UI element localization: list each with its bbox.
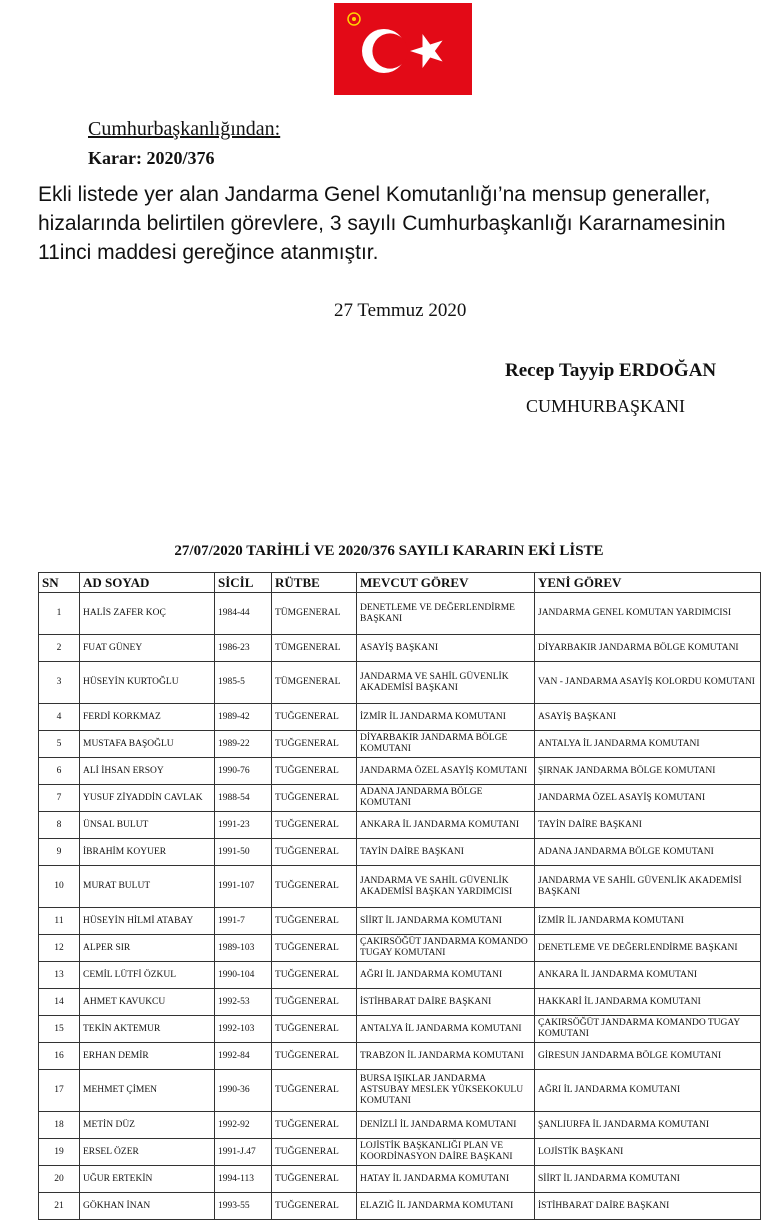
cell-rank: TUĞGENERAL [272, 704, 357, 731]
table-row [39, 593, 761, 635]
cell-name: HÜSEYİN HİLMİ ATABAY [80, 908, 215, 935]
cell-current: İSTİHBARAT DAİRE BAŞKANI [357, 989, 535, 1016]
cell-current: TAYİN DAİRE BAŞKANI [357, 839, 535, 866]
issuing-authority: Cumhurbaşkanlığından: [88, 118, 281, 140]
cell-rank: TUĞGENERAL [272, 1070, 357, 1112]
cell-sn: 9 [39, 839, 80, 866]
cell-new: ASAYİŞ BAŞKANI [535, 704, 761, 731]
cell-name: AHMET KAVUKCU [80, 989, 215, 1016]
table-title: 27/07/2020 TARİHLİ VE 2020/376 SAYILI KARARIN EKİ LİSTE [174, 543, 604, 559]
table-row [39, 962, 761, 989]
cell-sicil: 1985-5 [215, 662, 272, 704]
cell-sn: 20 [39, 1166, 80, 1193]
cell-name: ALPER SIR [80, 935, 215, 962]
cell-current: JANDARMA VE SAHİL GÜVENLİK AKADEMİSİ BAŞKANI [357, 662, 535, 704]
cell-rank: TUĞGENERAL [272, 989, 357, 1016]
cell-rank: TUĞGENERAL [272, 1016, 357, 1043]
cell-sicil: 1989-103 [215, 935, 272, 962]
cell-sn: 2 [39, 635, 80, 662]
cell-sicil: 1984-44 [215, 593, 272, 635]
cell-current: JANDARMA ÖZEL ASAYİŞ KOMUTANI [357, 758, 535, 785]
table-row [39, 731, 761, 758]
cell-sicil: 1992-53 [215, 989, 272, 1016]
cell-name: HALİS ZAFER KOÇ [80, 593, 215, 635]
cell-current: ADANA JANDARMA BÖLGE KOMUTANI [357, 785, 535, 812]
cell-rank: TUĞGENERAL [272, 1043, 357, 1070]
cell-name: CEMİL LÜTFİ ÖZKUL [80, 962, 215, 989]
cell-rank: TÜMGENERAL [272, 593, 357, 635]
cell-sn: 3 [39, 662, 80, 704]
cell-sn: 5 [39, 731, 80, 758]
cell-rank: TUĞGENERAL [272, 839, 357, 866]
cell-new: ŞIRNAK JANDARMA BÖLGE KOMUTANI [535, 758, 761, 785]
appointment-table [38, 572, 761, 1220]
column-header: SİCİL [215, 573, 272, 593]
cell-name: İBRAHİM KOYUER [80, 839, 215, 866]
cell-current: ASAYİŞ BAŞKANI [357, 635, 535, 662]
cell-sicil: 1990-36 [215, 1070, 272, 1112]
cell-sicil: 1986-23 [215, 635, 272, 662]
table-header-row [39, 573, 761, 593]
cell-current: ELAZIĞ İL JANDARMA KOMUTANI [357, 1193, 535, 1220]
table-row [39, 1193, 761, 1220]
table-row [39, 1166, 761, 1193]
cell-sicil: 1989-42 [215, 704, 272, 731]
cell-name: HÜSEYİN KURTOĞLU [80, 662, 215, 704]
cell-rank: TUĞGENERAL [272, 908, 357, 935]
cell-new: JANDARMA ÖZEL ASAYİŞ KOMUTANI [535, 785, 761, 812]
cell-new: AĞRI İL JANDARMA KOMUTANI [535, 1070, 761, 1112]
turkish-flag-icon [334, 3, 472, 95]
table-row [39, 1043, 761, 1070]
cell-name: GÖKHAN İNAN [80, 1193, 215, 1220]
cell-sicil: 1988-54 [215, 785, 272, 812]
cell-sn: 19 [39, 1139, 80, 1166]
cell-new: ADANA JANDARMA BÖLGE KOMUTANI [535, 839, 761, 866]
cell-current: ÇAKIRSÖĞÜT JANDARMA KOMANDO TUGAY KOMUTANI [357, 935, 535, 962]
cell-sn: 13 [39, 962, 80, 989]
cell-new: LOJİSTİK BAŞKANI [535, 1139, 761, 1166]
cell-rank: TUĞGENERAL [272, 731, 357, 758]
decree-date: 27 Temmuz 2020 [334, 300, 467, 321]
cell-name: ERSEL ÖZER [80, 1139, 215, 1166]
cell-name: TEKİN AKTEMUR [80, 1016, 215, 1043]
cell-sn: 21 [39, 1193, 80, 1220]
cell-rank: TUĞGENERAL [272, 866, 357, 908]
cell-sn: 1 [39, 593, 80, 635]
cell-rank: TÜMGENERAL [272, 662, 357, 704]
cell-sicil: 1989-22 [215, 731, 272, 758]
cell-sn: 14 [39, 989, 80, 1016]
cell-sn: 16 [39, 1043, 80, 1070]
table-row [39, 866, 761, 908]
cell-new: JANDARMA VE SAHİL GÜVENLİK AKADEMİSİ BAŞKANI [535, 866, 761, 908]
cell-new: SİİRT İL JANDARMA KOMUTANI [535, 1166, 761, 1193]
cell-name: MEHMET ÇİMEN [80, 1070, 215, 1112]
cell-sicil: 1991-50 [215, 839, 272, 866]
cell-current: BURSA IŞIKLAR JANDARMA ASTSUBAY MESLEK YÜKSEKOKULU KOMUTANI [357, 1070, 535, 1112]
table-row [39, 635, 761, 662]
cell-name: ERHAN DEMİR [80, 1043, 215, 1070]
cell-name: FERDİ KORKMAZ [80, 704, 215, 731]
table-row [39, 662, 761, 704]
cell-sicil: 1991-107 [215, 866, 272, 908]
table-row [39, 908, 761, 935]
cell-sicil: 1990-76 [215, 758, 272, 785]
cell-rank: TUĞGENERAL [272, 785, 357, 812]
cell-sicil: 1994-113 [215, 1166, 272, 1193]
cell-new: GİRESUN JANDARMA BÖLGE KOMUTANI [535, 1043, 761, 1070]
cell-current: SİİRT İL JANDARMA KOMUTANI [357, 908, 535, 935]
cell-sicil: 1993-55 [215, 1193, 272, 1220]
cell-current: İZMİR İL JANDARMA KOMUTANI [357, 704, 535, 731]
cell-current: TRABZON İL JANDARMA KOMUTANI [357, 1043, 535, 1070]
table-row [39, 812, 761, 839]
cell-sicil: 1992-92 [215, 1112, 272, 1139]
cell-name: MUSTAFA BAŞOĞLU [80, 731, 215, 758]
cell-rank: TUĞGENERAL [272, 1139, 357, 1166]
table-row [39, 1016, 761, 1043]
cell-rank: TUĞGENERAL [272, 935, 357, 962]
cell-name: YUSUF ZİYADDİN CAVLAK [80, 785, 215, 812]
cell-sn: 6 [39, 758, 80, 785]
cell-sicil: 1992-84 [215, 1043, 272, 1070]
table-row [39, 1112, 761, 1139]
cell-new: ANTALYA İL JANDARMA KOMUTANI [535, 731, 761, 758]
cell-new: DİYARBAKIR JANDARMA BÖLGE KOMUTANI [535, 635, 761, 662]
cell-new: TAYİN DAİRE BAŞKANI [535, 812, 761, 839]
cell-name: UĞUR ERTEKİN [80, 1166, 215, 1193]
cell-name: METİN DÜZ [80, 1112, 215, 1139]
cell-rank: TUĞGENERAL [272, 812, 357, 839]
cell-current: AĞRI İL JANDARMA KOMUTANI [357, 962, 535, 989]
cell-rank: TUĞGENERAL [272, 758, 357, 785]
cell-sn: 15 [39, 1016, 80, 1043]
cell-new: ÇAKIRSÖĞÜT JANDARMA KOMANDO TUGAY KOMUTANI [535, 1016, 761, 1043]
cell-current: ANTALYA İL JANDARMA KOMUTANI [357, 1016, 535, 1043]
cell-rank: TÜMGENERAL [272, 635, 357, 662]
cell-sicil: 1991-J.47 [215, 1139, 272, 1166]
table-row [39, 785, 761, 812]
cell-sn: 11 [39, 908, 80, 935]
cell-sn: 10 [39, 866, 80, 908]
column-header: RÜTBE [272, 573, 357, 593]
cell-current: DENETLEME VE DEĞERLENDİRME BAŞKANI [357, 593, 535, 635]
cell-sicil: 1991-7 [215, 908, 272, 935]
cell-new: JANDARMA GENEL KOMUTAN YARDIMCISI [535, 593, 761, 635]
column-header: YENİ GÖREV [535, 573, 761, 593]
cell-new: ANKARA İL JANDARMA KOMUTANI [535, 962, 761, 989]
decision-number: Karar: 2020/376 [88, 148, 215, 168]
table-row [39, 758, 761, 785]
table-row [39, 704, 761, 731]
cell-name: MURAT BULUT [80, 866, 215, 908]
cell-name: ALİ İHSAN ERSOY [80, 758, 215, 785]
cell-current: DİYARBAKIR JANDARMA BÖLGE KOMUTANI [357, 731, 535, 758]
column-header: MEVCUT GÖREV [357, 573, 535, 593]
cell-sn: 8 [39, 812, 80, 839]
cell-rank: TUĞGENERAL [272, 962, 357, 989]
column-header: SN [39, 573, 80, 593]
cell-new: İZMİR İL JANDARMA KOMUTANI [535, 908, 761, 935]
cell-rank: TUĞGENERAL [272, 1166, 357, 1193]
cell-current: LOJİSTİK BAŞKANLIĞI PLAN VE KOORDİNASYON DAİRE BAŞKANI [357, 1139, 535, 1166]
cell-sn: 7 [39, 785, 80, 812]
cell-sn: 17 [39, 1070, 80, 1112]
cell-new: İSTİHBARAT DAİRE BAŞKANI [535, 1193, 761, 1220]
cell-rank: TUĞGENERAL [272, 1112, 357, 1139]
table-row [39, 839, 761, 866]
cell-current: HATAY İL JANDARMA KOMUTANI [357, 1166, 535, 1193]
cell-sn: 4 [39, 704, 80, 731]
signer-title: CUMHURBAŞKANI [526, 396, 686, 416]
cell-new: ŞANLIURFA İL JANDARMA KOMUTANI [535, 1112, 761, 1139]
cell-name: FUAT GÜNEY [80, 635, 215, 662]
cell-new: HAKKARİ İL JANDARMA KOMUTANI [535, 989, 761, 1016]
cell-current: DENİZLİ İL JANDARMA KOMUTANI [357, 1112, 535, 1139]
table-row [39, 1139, 761, 1166]
cell-current: ANKARA İL JANDARMA KOMUTANI [357, 812, 535, 839]
cell-sn: 18 [39, 1112, 80, 1139]
signer-name: Recep Tayyip ERDOĞAN [505, 360, 717, 381]
cell-sicil: 1990-104 [215, 962, 272, 989]
cell-sicil: 1992-103 [215, 1016, 272, 1043]
table-row [39, 989, 761, 1016]
cell-sicil: 1991-23 [215, 812, 272, 839]
cell-rank: TUĞGENERAL [272, 1193, 357, 1220]
cell-current: JANDARMA VE SAHİL GÜVENLİK AKADEMİSİ BAŞKAN YARDIMCISI [357, 866, 535, 908]
cell-new: DENETLEME VE DEĞERLENDİRME BAŞKANI [535, 935, 761, 962]
column-header: AD SOYAD [80, 573, 215, 593]
cell-new: VAN - JANDARMA ASAYİŞ KOLORDU KOMUTANI [535, 662, 761, 704]
cell-name: ÜNSAL BULUT [80, 812, 215, 839]
decree-text: Ekli listede yer alan Jandarma Genel Komutanlığı’na mensup generaller, hizalarında belirtilen görevlere, 3 sayılı Cumhurbaşkanlığı Kararnamesinin 11inci maddesi gereğince atanmıştır. [38, 183, 726, 264]
cell-sn: 12 [39, 935, 80, 962]
table-row [39, 935, 761, 962]
table-row [39, 1070, 761, 1112]
